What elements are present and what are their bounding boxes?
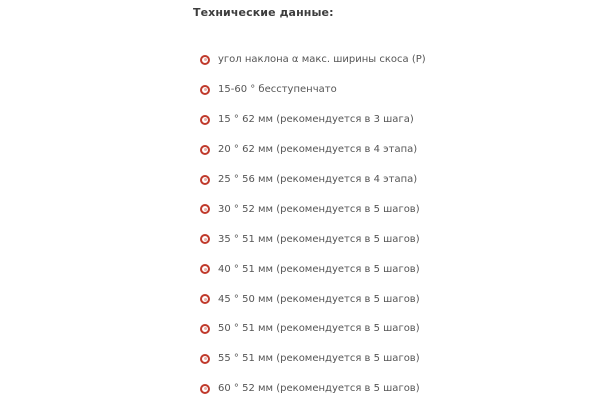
- spec-item-text: 15-60 ° бесступенчато: [218, 84, 337, 96]
- spec-list: [200, 49, 426, 408]
- spec-item-text: 35 ° 51 мм (рекомендуется в 5 шагов): [218, 233, 420, 245]
- bullet-icon: [200, 85, 210, 95]
- spec-item-text: 50 ° 51 мм (рекомендуется в 5 шагов): [218, 323, 420, 335]
- bullet-icon: [200, 234, 210, 244]
- spec-item: [200, 258, 426, 288]
- spec-item: [200, 348, 426, 378]
- bullet-icon: [200, 324, 210, 334]
- bullet-icon: [200, 115, 210, 125]
- spec-item-text: 15 ° 62 мм (рекомендуется в 3 шага): [218, 114, 414, 126]
- spec-item: [200, 228, 426, 258]
- bullet-icon: [200, 55, 210, 65]
- bullet-icon: [200, 145, 210, 155]
- spec-item: [200, 169, 426, 199]
- spec-item: [200, 288, 426, 318]
- bullet-icon: [200, 384, 210, 394]
- spec-item: [200, 79, 426, 109]
- spec-item-text: 30 ° 52 мм (рекомендуется в 5 шагов): [218, 203, 420, 215]
- spec-item-text: 20 ° 62 мм (рекомендуется в 4 этапа): [218, 144, 418, 156]
- bullet-icon: [200, 264, 210, 274]
- spec-item-text: 55 ° 51 мм (рекомендуется в 5 шагов): [218, 353, 420, 365]
- spec-item-text: 25 ° 56 мм (рекомендуется в 4 этапа): [218, 174, 418, 185]
- spec-item: [200, 49, 426, 79]
- spec-item: [200, 139, 426, 169]
- spec-item: [200, 378, 426, 408]
- bullet-icon: [200, 354, 210, 364]
- bullet-icon: [200, 204, 210, 214]
- spec-item: [200, 109, 426, 139]
- bullet-icon: [200, 175, 210, 185]
- spec-item: [200, 198, 426, 228]
- spec-item: [200, 318, 426, 348]
- spec-item-text: 40 ° 51 мм (рекомендуется в 5 шагов): [218, 263, 420, 275]
- bullet-icon: [200, 294, 210, 304]
- section-title: Технические данные:: [193, 6, 334, 19]
- spec-item-text: угол наклона α макс. ширины скоса (P): [218, 54, 426, 66]
- spec-item-text: 45 ° 50 мм (рекомендуется в 5 шагов): [218, 293, 420, 305]
- spec-item-text: 60 ° 52 мм (рекомендуется в 5 шагов): [218, 383, 420, 395]
